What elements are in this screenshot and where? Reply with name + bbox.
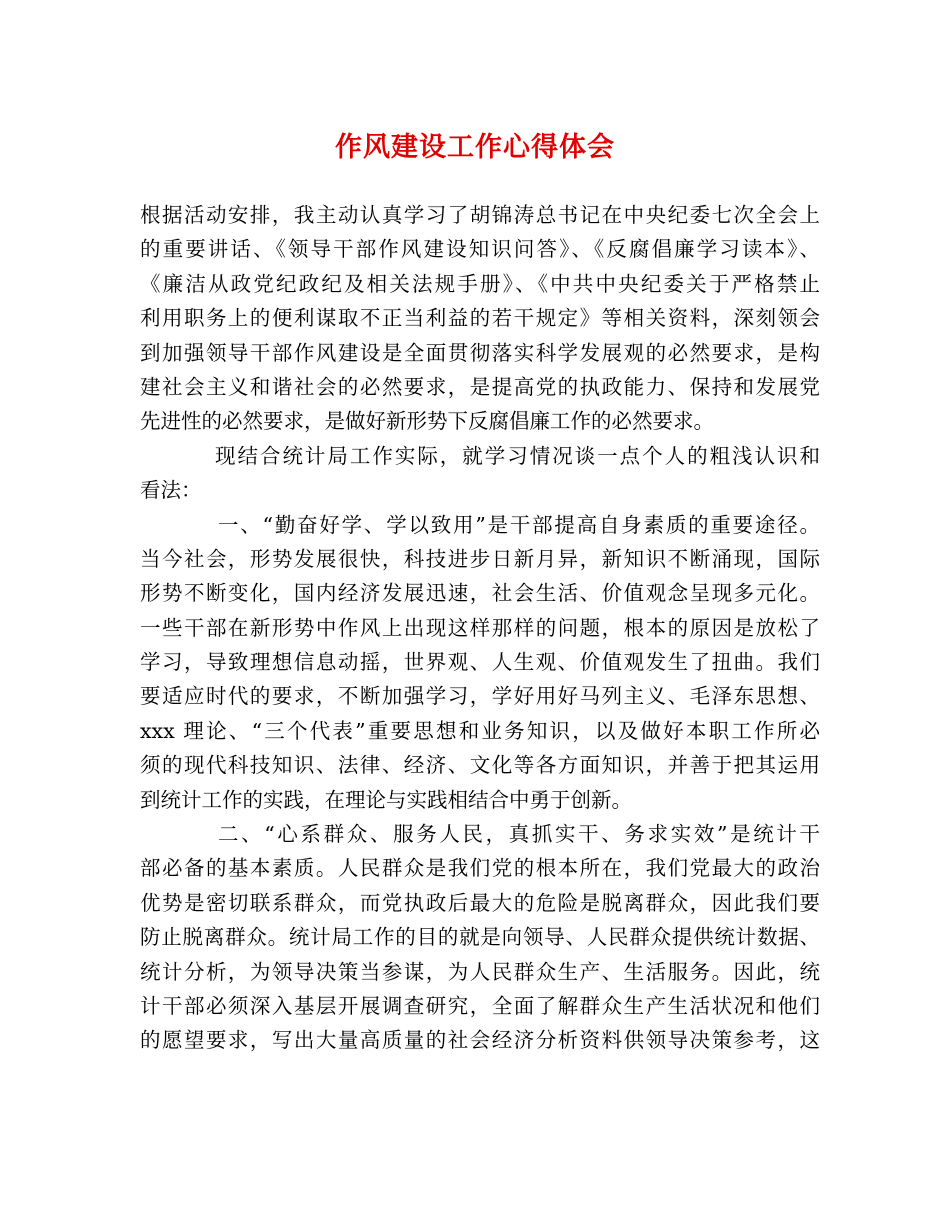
section-heading-line: 二、“心系群众、服务人民，真抓实干、务求实效”是统计干 <box>218 822 820 847</box>
body-line: 形势不断变化，国内经济发展迅速，社会生活、价值观念呈现多元化。 <box>140 581 820 606</box>
body-line: 当今社会，形势发展很快，科技进步日新月异，新知识不断涌现，国际 <box>140 546 820 571</box>
body-line: 一些干部在新形势中作风上出现这样那样的问题，根本的原因是放松了 <box>140 615 820 640</box>
body-line: 优势是密切联系群众，而党执政后最大的危险是脱离群众，因此我们要 <box>140 890 820 915</box>
body-line: 到统计工作的实践，在理论与实践相结合中勇于创新。 <box>140 787 632 812</box>
document-body <box>140 198 820 1058</box>
body-line: 要适应时代的要求，不断加强学习，学好用好马列主义、毛泽东思想、 <box>140 684 820 709</box>
body-line: 的愿望要求，写出大量高质量的社会经济分析资料供领导决策参考，这 <box>140 1028 820 1053</box>
body-line: 须的现代科技知识、法律、经济、文化等各方面知识，并善于把其运用 <box>140 753 820 778</box>
body-line: xxx 理论、“三个代表”重要思想和业务知识，以及做好本职工作所必 <box>140 718 820 743</box>
document-title: 作风建设工作心得体会 <box>335 132 615 163</box>
body-line: 先进性的必然要求，是做好新形势下反腐倡廉工作的必然要求。 <box>140 409 714 434</box>
body-line: 建社会主义和谐社会的必然要求，是提高党的执政能力、保持和发展党 <box>140 374 820 399</box>
paragraph-first-line: 现结合统计局工作实际，就学习情况谈一点个人的粗浅认识和 <box>215 443 820 468</box>
body-line: 到加强领导干部作风建设是全面贯彻落实科学发展观的必然要求，是构 <box>140 340 820 365</box>
body-line: 防止脱离群众。统计局工作的目的就是向领导、人民群众提供统计数据、 <box>140 925 820 950</box>
body-line: 利用职务上的便利谋取不正当利益的若干规定》等相关资料，深刻领会 <box>140 306 820 331</box>
body-line: 统计分析，为领导决策当参谋，为人民群众生产、生活服务。因此，统 <box>140 959 820 984</box>
body-line: 根据活动安排，我主动认真学习了胡锦涛总书记在中央纪委七次全会上 <box>140 203 820 227</box>
body-line: 学习，导致理想信息动摇，世界观、人生观、价值观发生了扭曲。我们 <box>140 650 820 675</box>
body-line: 部必备的基本素质。人民群众是我们党的根本所在，我们党最大的政治 <box>140 856 820 881</box>
body-line: 计干部必须深入基层开展调查研究，全面了解群众生产生活状况和他们 <box>140 993 820 1018</box>
body-line: 的重要讲话、《领导干部作风建设知识问答》、《反腐倡廉学习读本》、 <box>140 237 820 262</box>
body-line: 《廉洁从政党纪政纪及相关法规手册》、《中共中央纪委关于严格禁止 <box>140 271 820 296</box>
body-line: 看法： <box>140 478 202 503</box>
section-heading-line: 一、“勤奋好学、学以致用”是干部提高自身素质的重要途径。 <box>218 512 820 537</box>
